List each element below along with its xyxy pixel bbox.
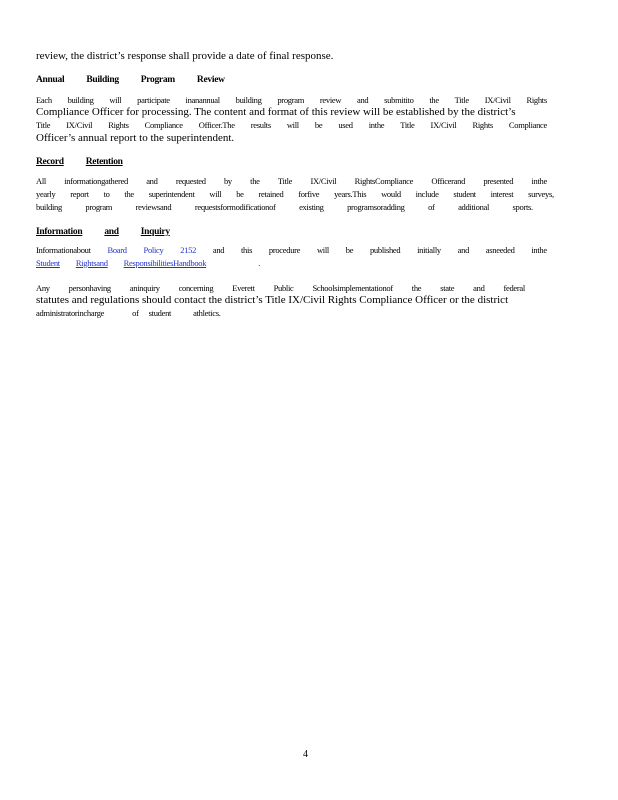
page-number: 4: [303, 749, 308, 760]
heading-word: and: [104, 227, 119, 237]
board-policy-link[interactable]: Board: [107, 245, 127, 255]
info-line-1: Informationabout Board Policy 2152 and this procedure will be published initially and asneeded inthe: [36, 245, 547, 255]
heading-word: Annual: [36, 75, 65, 85]
board-policy-link[interactable]: Policy: [143, 245, 164, 255]
heading-word: Retention: [85, 157, 123, 167]
heading-word: Program: [140, 75, 175, 85]
annual-line-1: Each building will participate inanannual building program review and submitito the Title IX/Civil Rights: [36, 95, 547, 105]
annual-line-4: Officer’s annual report to the superintendent.: [36, 132, 235, 144]
record-line-2: yearly report to the superintendent will be retained forfive years.This would include student interest surveys,: [36, 189, 554, 199]
inquiry-line-2: statutes and regulations should contact the district’s Title IX/Civil Rights Compliance Officer or the district: [36, 294, 509, 306]
student-handbook-link[interactable]: Rightsand: [75, 258, 108, 268]
handbook-link-end: .: [258, 258, 261, 268]
inquiry-line-3: administratorincharge of student athletics.: [36, 308, 221, 318]
heading-record-retention: [36, 157, 123, 167]
record-line-3: building program reviewsand requestsformodificationof existing programsoradding of additional sports.: [36, 202, 533, 212]
intro-text: review, the district’s response shall provide a date of final response.: [36, 50, 334, 62]
record-line-1: All informationgathered and requested by the Title IX/Civil RightsCompliance Officerand presented inthe: [36, 176, 547, 186]
annual-line-2: Compliance Officer for processing. The content and format of this review will be established by the district’s: [36, 106, 516, 118]
info-line-2: [36, 258, 260, 268]
heading-word: Review: [196, 75, 225, 85]
heading-annual-review: [36, 75, 225, 85]
annual-line-3: Title IX/Civil Rights Compliance Officer.The results will be used inthe Title IX/Civil Rights Compliance: [36, 120, 547, 130]
heading-word: Building: [86, 75, 119, 85]
inquiry-line-1: Any personhaving aninquiry concerning Everett Public Schoolsimplementationof the state and federal: [36, 283, 525, 293]
heading-word: Record: [36, 157, 64, 167]
heading-word: Information: [36, 227, 83, 237]
heading-information-inquiry: [36, 227, 170, 237]
student-handbook-link[interactable]: ResponsibilitiesHandbook: [123, 258, 207, 268]
student-handbook-link[interactable]: Student: [36, 258, 60, 268]
board-policy-link[interactable]: 2152: [180, 245, 197, 255]
heading-word: Inquiry: [140, 227, 170, 237]
